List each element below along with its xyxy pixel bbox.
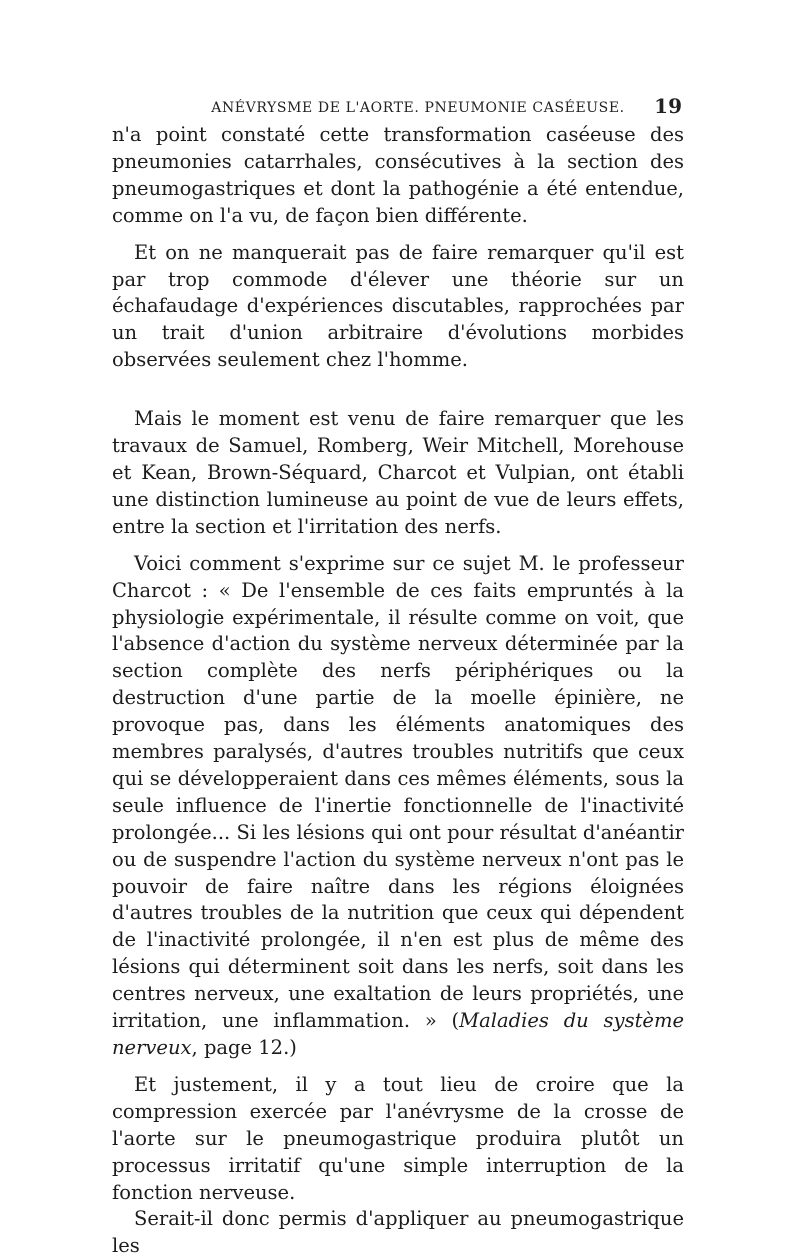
citation-page: , page 12.)	[191, 1036, 297, 1059]
quote-text: Voici comment s'exprime sur ce sujet M. le professeur Charcot : « De l'ensemble de ces faits empruntés à la physiologie expérimentale, il résulte comme on voit, que l'absence d'action du système nerveux déterminée par la section complète des nerfs périphériques ou la destruction d'une partie de la moelle épinière, ne provoque pas, dans les éléments anatomiques des membres paralysés, d'autres troubles nutritifs que ceux qui se développeraient dans ces mêmes éléments, sous la seule influence de l'inertie fonctionnelle de l'inactivité prolongée... Si les lésions qui ont pour résultat d'anéantir ou de suspendre l'action du système nerveux n'ont pas le pouvoir de faire naître dans les régions éloignées d'autres troubles de la nutrition que ceux qui dépendent de l'inactivité prolongée, il n'en est plus de même des lésions qui déterminent soit dans les nerfs, soit dans les centres nerveux, une exaltation de leurs propriétés, une irritation, une inflammation. » (	[112, 551, 684, 1033]
paragraph-6: Serait-il donc permis d'appliquer au pneumogastrique les	[112, 1207, 684, 1258]
paragraph-4-charcot-quote	[112, 551, 684, 1062]
paragraph-5: Et justement, il y a tout lieu de croire que la compression exercée par l'anévrysme de la crosse de l'aorte sur le pneumogastrique produira plutôt un processus irritatif qu'une simple interruption de la fonction nerveuse.	[112, 1072, 684, 1204]
paragraph-2: Et on ne manquerait pas de faire remarquer qu'il est par trop commode d'élever une théorie sur un échafaudage d'expériences discutables, rapprochées par un trait d'union arbitraire d'évolutions morbides observées seulement chez l'homme.	[112, 240, 684, 372]
paragraph-1: n'a point constaté cette transformation caséeuse des pneumonies catarrhales, consécutives à la section des pneumogastriques et dont la pathogénie a été entendue, comme on l'a vu, de façon bien différente.	[112, 123, 684, 227]
body-text	[112, 122, 684, 1260]
paragraph-3: Mais le moment est venu de faire remarquer que les travaux de Samuel, Romberg, Weir Mitchell, Morehouse et Kean, Brown-Séquard, Charcot et Vulpian, ont établi une distinction lumineuse au point de vue de leurs effets, entre la section et l'irritation des nerfs.	[112, 407, 684, 538]
citation-title: Maladies du système nerveux	[112, 1009, 684, 1059]
running-title: ANÉVRYSME DE L'AORTE. PNEUMONIE CASÉEUSE.	[211, 100, 625, 116]
page-number: 19	[654, 94, 682, 118]
book-page	[112, 92, 684, 1260]
running-head	[112, 92, 684, 122]
